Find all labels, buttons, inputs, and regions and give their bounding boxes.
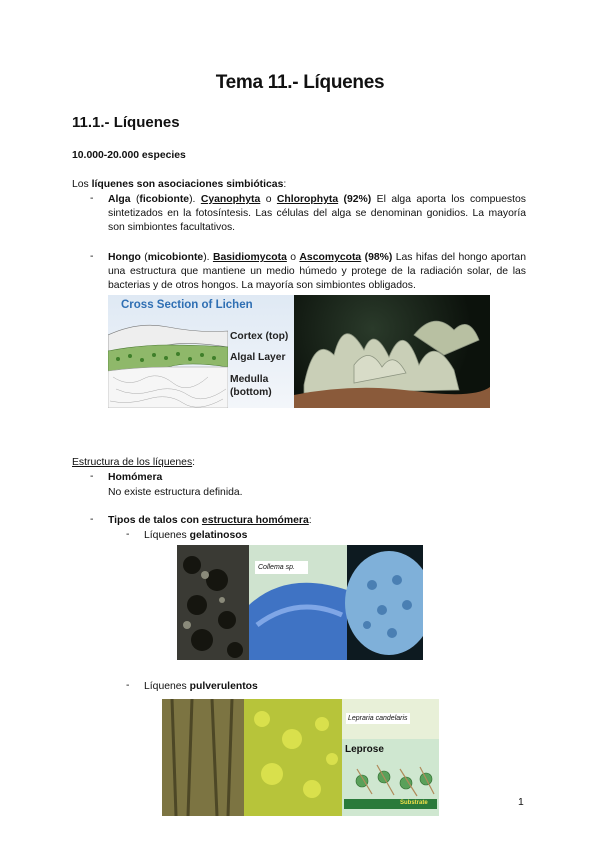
lichen-cross-section-figure xyxy=(108,295,294,408)
homomera-desc: No existe estructura definida. xyxy=(108,487,243,498)
basidiomycota: Basidiomycota xyxy=(212,252,287,263)
species-count: 10.000-20.000 especies xyxy=(72,150,186,161)
pulverulentos-bold: pulverulentos xyxy=(189,681,258,692)
structure-heading-text: Estructura de los líquenes xyxy=(72,457,193,468)
intro-post: : xyxy=(283,179,287,190)
tipos-post: : xyxy=(308,515,312,526)
pulverulentos-line xyxy=(144,680,258,694)
pulverulent-lichen-photos xyxy=(162,699,439,816)
structure-heading xyxy=(72,456,195,470)
bullet-dash: - xyxy=(90,193,94,204)
tipos-line xyxy=(108,514,312,528)
bullet-dash: - xyxy=(90,251,94,262)
section-heading: 11.1.- Líquenes xyxy=(72,114,180,131)
gelatinosos-line xyxy=(144,529,247,543)
hongo-term: Hongo xyxy=(108,252,141,263)
figure-title: Cross Section of Lichen xyxy=(121,299,253,311)
hongo-pct: (98%) xyxy=(361,252,393,263)
alga-paragraph xyxy=(108,193,526,235)
lichen-photo-drawing xyxy=(294,295,490,408)
bullet-dash: - xyxy=(90,471,94,482)
label-bottom: (bottom) xyxy=(230,387,272,398)
alga-pct: (92%) xyxy=(338,194,372,205)
bullet-dash: - xyxy=(126,680,130,691)
hongo-text: Las hifas del hongo aportan una estructura que mantiene un medio húmedo y protege de la radiación solar, de las bacterias y de otros hongos. La mayoría son simbiontes obligados. xyxy=(108,252,526,291)
cross-section-drawing xyxy=(108,317,228,408)
document-title: Tema 11.- Líquenes xyxy=(215,72,385,93)
lepraria-caption: Lepraria candelaris xyxy=(346,713,410,724)
label-cortex: Cortex (top) xyxy=(230,331,289,342)
or-word: o xyxy=(260,194,277,205)
bullet-dash: - xyxy=(126,529,130,540)
collema-caption: Collema sp. xyxy=(255,561,308,574)
alga-term: Alga xyxy=(108,194,131,205)
tipos-pre: Tipos de talos con xyxy=(108,515,202,526)
intro-line xyxy=(72,178,286,192)
hongo-role: micobionte xyxy=(147,252,204,263)
homomera-term: Homómera xyxy=(108,472,163,483)
colon: : xyxy=(192,457,196,468)
page-number: 1 xyxy=(518,797,524,808)
paren: ). xyxy=(203,252,213,263)
intro-bold: líquenes son asociaciones simbióticas xyxy=(91,179,284,190)
gelatinosos-bold: gelatinosos xyxy=(189,530,248,541)
tipos-underlined: estructura homómera xyxy=(201,515,309,526)
label-algal-layer: Algal Layer xyxy=(230,352,286,363)
or-word: o xyxy=(286,252,300,263)
pulverulentos-pre: Líquenes xyxy=(144,681,190,692)
label-medulla: Medulla xyxy=(230,374,269,385)
paren: ( xyxy=(130,194,140,205)
hongo-paragraph xyxy=(108,251,526,293)
chlorophyta: Chlorophyta xyxy=(276,194,339,205)
gelatinosos-pre: Líquenes xyxy=(144,530,190,541)
gelatinous-lichen-photos xyxy=(177,545,423,660)
leprose-label: Leprose xyxy=(345,744,384,755)
alga-text: El alga aporta los compuestos sintetizados en la fotosíntesis. Las células del alga se denominan gonidios. La mayoría son simbiontes facultativos. xyxy=(108,194,526,233)
cyanophyta: Cyanophyta xyxy=(200,194,261,205)
intro-pre: Los xyxy=(72,179,92,190)
paren: ). xyxy=(189,194,201,205)
alga-role: ficobionte xyxy=(139,194,190,205)
bullet-dash: - xyxy=(90,514,94,525)
lichen-photo xyxy=(294,295,490,408)
ascomycota: Ascomycota xyxy=(299,252,362,263)
substrate-label: Substrate xyxy=(400,800,428,806)
paren: ( xyxy=(140,252,148,263)
